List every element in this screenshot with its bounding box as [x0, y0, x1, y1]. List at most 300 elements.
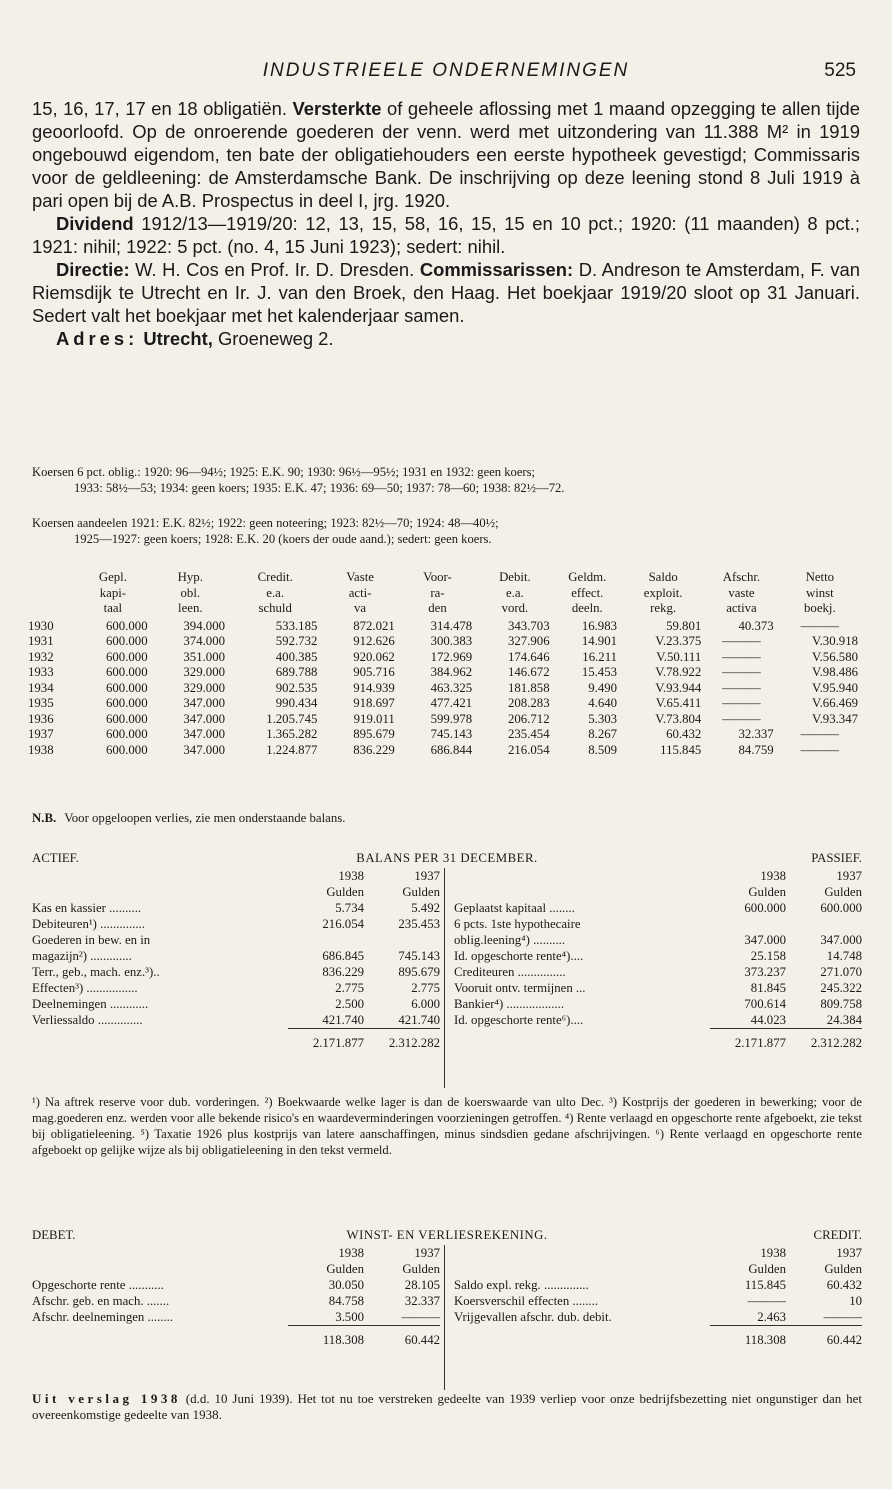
value-cell: 1.224.877 — [266, 742, 318, 757]
stats-header-year — [28, 570, 74, 586]
value-cell: 895.679 — [353, 727, 395, 741]
stats-header-cell: deeln. — [571, 601, 603, 615]
value-cell: 384.962 — [430, 665, 473, 679]
paragraph-obligaties — [32, 97, 860, 212]
stats-header-cell: Voor- — [423, 570, 452, 584]
account-value-1: 2.775 — [335, 981, 364, 995]
header-spacer — [32, 868, 288, 884]
account-row — [32, 1012, 440, 1029]
year-1-header: 1938 — [760, 869, 786, 883]
value-cell: 990.434 — [275, 696, 318, 710]
total-label — [454, 1326, 710, 1349]
value-cell: 600.000 — [106, 618, 148, 633]
account-value-1: 686.845 — [322, 949, 364, 963]
account-value-1: 700.614 — [744, 997, 786, 1011]
unit-header: Gulden — [748, 885, 786, 899]
actief-title: ACTIEF. — [32, 851, 79, 865]
value-cell: 314.478 — [430, 618, 473, 633]
stats-header-cell: Netto — [805, 570, 835, 584]
account-value-1: 2.500 — [335, 997, 364, 1011]
balans — [32, 850, 862, 1050]
text-fragment: 15, 16, 17, 17 en 18 obligatiën. — [32, 98, 293, 119]
stats-header-cell: Vaste — [346, 570, 374, 584]
company-description — [32, 97, 860, 350]
account-label: Verliessaldo .............. — [32, 1013, 143, 1027]
credit-title: CREDIT. — [813, 1228, 862, 1242]
value-cell: 300.383 — [430, 634, 473, 648]
account-row — [32, 900, 440, 916]
table-row — [28, 619, 862, 635]
total-row — [32, 1326, 440, 1349]
value-cell: 919.011 — [353, 711, 395, 726]
value-cell: 84.759 — [738, 742, 774, 757]
table-row — [28, 712, 862, 728]
account-value-2: 600.000 — [820, 901, 862, 915]
bold-term: Versterkte — [292, 98, 382, 119]
stats-header-row — [28, 570, 862, 586]
value-cell: 347.000 — [183, 711, 225, 726]
total-label — [32, 1326, 288, 1349]
account-row — [454, 964, 862, 980]
year-2-header: 1937 — [414, 1246, 440, 1260]
value-cell: V.95.940 — [812, 680, 858, 695]
header-spacer — [454, 1245, 710, 1261]
stats-header-cell: kapi- — [99, 585, 127, 600]
account-value-1: 115.845 — [744, 1278, 786, 1292]
stats-header-cell: exploit. — [643, 585, 683, 600]
value-cell: 463.325 — [430, 680, 473, 695]
value-cell: ——— — [800, 618, 840, 633]
account-row — [454, 1293, 862, 1309]
account-value-2: ——— — [823, 1310, 862, 1324]
value-cell: 343.703 — [508, 618, 550, 633]
account-row — [454, 900, 862, 916]
value-cell: 14.901 — [581, 634, 618, 648]
year-header-row — [32, 868, 440, 884]
total-label — [32, 1029, 288, 1052]
account-value-1: 421.740 — [322, 1013, 364, 1027]
value-cell: 206.712 — [508, 711, 550, 726]
stats-header-row — [28, 601, 862, 619]
account-label: Saldo expl. rekg. .............. — [454, 1278, 589, 1292]
total-row — [454, 1326, 862, 1349]
value-cell: ——— — [722, 711, 761, 726]
value-cell: 600.000 — [106, 711, 148, 726]
value-cell: V.78.922 — [655, 665, 702, 679]
value-cell: V.30.918 — [812, 634, 858, 648]
value-cell: V.23.375 — [655, 634, 702, 648]
column-divider — [444, 1245, 445, 1390]
total-value-1: 118.308 — [710, 1326, 786, 1349]
account-value-2: 809.758 — [820, 997, 862, 1011]
account-value-1: 30.050 — [328, 1278, 364, 1292]
year-header-row — [454, 868, 862, 884]
account-value-1: 3.500 — [335, 1310, 364, 1324]
table-row — [28, 634, 862, 650]
account-label: Koersverschil effecten ........ — [454, 1294, 599, 1308]
stats-header-cell: Hyp. — [177, 570, 203, 584]
account-row — [454, 948, 862, 964]
value-cell: 5.303 — [588, 711, 618, 726]
account-value-2: 271.070 — [820, 965, 862, 979]
value-cell: 745.143 — [430, 727, 473, 741]
value-cell: 600.000 — [106, 680, 148, 695]
value-cell: 600.000 — [106, 634, 148, 648]
table-row — [28, 696, 862, 712]
wv-title: WINST- EN VERLIESREKENING. — [346, 1228, 548, 1242]
stats-header-cell: Saldo — [648, 570, 678, 584]
account-label: Deelnemingen ............ — [32, 997, 149, 1011]
value-cell: 347.000 — [183, 727, 225, 741]
account-value-1: 600.000 — [744, 901, 786, 915]
year-2-header: 1937 — [836, 1246, 862, 1260]
account-row — [32, 1277, 440, 1293]
account-label: Kas en kassier .......... — [32, 901, 142, 915]
verslag-text: (d.d. 10 Juni 1939). Het tot nu toe verstreken gedeelte van 1939 verliep voor onze bedrijfsbezetting niet ongunstiger dan het overeenkomstige gedeelte van 1938. — [32, 1391, 862, 1422]
value-cell: 9.490 — [588, 680, 618, 695]
account-value-2: 245.322 — [820, 981, 862, 995]
directie-label: Directie: — [56, 259, 130, 280]
value-cell: 600.000 — [106, 649, 148, 664]
unit-header: Gulden — [326, 1262, 364, 1276]
account-value-1: 81.845 — [750, 981, 786, 995]
year-cell: 1933 — [28, 665, 54, 679]
account-row — [454, 1277, 862, 1293]
table-row — [28, 650, 862, 666]
nb-label: N.B. — [32, 811, 57, 825]
value-cell: 836.229 — [353, 742, 395, 757]
account-value-2: 10 — [849, 1294, 862, 1308]
account-label: Crediteuren ............... — [454, 965, 566, 979]
account-value-1: 216.054 — [322, 917, 364, 931]
koersen-aandeelen — [32, 515, 862, 547]
value-cell: 592.732 — [275, 634, 318, 648]
footnotes: ¹) Na aftrek reserve voor dub. vorderingen. ²) Boekwaarde welke lager is dan de koerswaarde van ulto Dec. ³) Kostprijs der goederen in bewerking; voor de mag.goederen enz. werden voor alle bekende risico's en waardeverminderingen voorzieningen getroffen. ⁴) Rente verlaagd en opgeschorte rente afgeboekt, zie tekst bij obligatieleening. ⁵) Taxatie 1926 plus kostprijs van latere aanschaffingen, minus sindsdien gedane afschrijvingen. ⁶) Rente verlaagd en opgeschorte rente afgeboekt op gelijke wijze als bij obligatieleening in den tekst vermeld. — [32, 1095, 862, 1157]
account-label: Bankier⁴) .................. — [454, 997, 565, 1011]
stats-header-cell: ra- — [430, 585, 445, 600]
account-value-2: 6.000 — [411, 997, 440, 1011]
stats-header-cell: Afschr. — [722, 570, 761, 584]
header-spacer — [454, 884, 710, 900]
stats-header-cell: vaste — [728, 585, 755, 600]
unit-header: Gulden — [824, 885, 862, 899]
koersen-obligaties — [32, 464, 862, 496]
value-cell: 872.021 — [353, 618, 395, 633]
account-label: Effecten³) ................ — [32, 981, 138, 995]
account-value-1: 2.463 — [757, 1310, 786, 1324]
value-cell: 905.716 — [353, 665, 395, 679]
value-cell: 600.000 — [106, 665, 148, 679]
account-value-2: 347.000 — [820, 933, 862, 947]
adres-street: Groeneweg 2. — [212, 328, 334, 349]
value-cell: 600.000 — [106, 696, 148, 710]
account-value-2 — [364, 932, 440, 948]
koersen-oblig-line-2: 1933: 58½—53; 1934: geen koers; 1935: E.K. 47; 1936: 69—50; 1937: 78—60; 1938: 82½—72. — [74, 481, 565, 495]
value-cell: ——— — [800, 727, 840, 741]
commissarissen-text: D. Andreson te Amsterdam, F. van Riemsdijk te Utrecht en Ir. J. van den Broek, den Haag. Het boekjaar 1919/20 sloot op 31 Januari. Sedert valt het boekjaar met het kalenderjaar samen. — [32, 259, 860, 326]
table-row — [28, 743, 862, 759]
value-cell: 394.000 — [183, 618, 225, 633]
value-cell: V.65.411 — [655, 696, 702, 710]
account-label: Id. opgeschorte rente⁶).... — [454, 1013, 584, 1027]
unit-header: Gulden — [326, 885, 364, 899]
stats-header-row — [28, 586, 862, 602]
value-cell: 533.185 — [275, 618, 318, 633]
column-divider — [444, 868, 445, 1088]
unit-header: Gulden — [402, 1262, 440, 1276]
account-value-1: 836.229 — [322, 965, 364, 979]
stats-header-cell: e.a. — [266, 585, 285, 600]
account-label: Debiteuren¹) .............. — [32, 917, 145, 931]
table-row — [28, 681, 862, 697]
year-1-header: 1938 — [338, 869, 364, 883]
value-cell: 181.858 — [508, 680, 550, 695]
header-spacer — [32, 884, 288, 900]
total-value-2: 2.312.282 — [364, 1029, 440, 1052]
year-cell: 1935 — [28, 696, 54, 710]
account-value-1 — [710, 916, 786, 932]
total-label — [454, 1029, 710, 1052]
table-row — [28, 665, 862, 681]
value-cell: 1.365.282 — [266, 727, 318, 741]
koersen-aand-line-2: 1925—1927: geen koers; 1928: E.K. 20 (koers der oude aand.); sedert: geen koers. — [74, 532, 492, 546]
value-cell: V.93.944 — [655, 680, 702, 695]
account-row — [32, 1309, 440, 1326]
winst-verliesrekening — [32, 1227, 862, 1347]
value-cell: 347.000 — [183, 696, 225, 710]
value-cell: 172.969 — [430, 649, 473, 664]
account-value-1: 347.000 — [744, 933, 786, 947]
value-cell: 599.978 — [430, 711, 473, 726]
account-value-1: 84.758 — [328, 1294, 364, 1308]
table-row — [28, 727, 862, 743]
value-cell: 115.845 — [660, 742, 702, 757]
account-value-2: 421.740 — [398, 1013, 440, 1027]
unit-header: Gulden — [824, 1262, 862, 1276]
unit-header: Gulden — [748, 1262, 786, 1276]
account-row — [454, 1309, 862, 1326]
koersen-aand-line-1: Koersen aandeelen 1921: E.K. 82½; 1922: geen noteering; 1923: 82½—70; 1924: 48—40½; — [32, 516, 499, 530]
account-label: Afschr. geb. en mach. ....... — [32, 1294, 170, 1308]
value-cell: V.93.347 — [812, 711, 858, 726]
value-cell: 216.054 — [508, 742, 550, 757]
unit-header: Gulden — [402, 885, 440, 899]
value-cell: 16.211 — [582, 649, 618, 664]
value-cell: 146.672 — [508, 665, 550, 679]
account-value-2: 235.453 — [398, 917, 440, 931]
stats-header-cell: va — [354, 601, 367, 615]
value-cell: ——— — [722, 696, 761, 710]
passief-table — [454, 868, 862, 1051]
value-cell: V.98.486 — [812, 665, 858, 679]
value-cell: ——— — [722, 665, 761, 679]
stats-header-cell: taal — [103, 601, 123, 615]
stats-header-cell: Geldm. — [568, 570, 607, 584]
value-cell: 600.000 — [106, 742, 148, 757]
account-value-2: 14.748 — [826, 949, 862, 963]
account-value-2: ——— — [401, 1310, 440, 1324]
account-row — [32, 996, 440, 1012]
debet-table — [32, 1245, 440, 1348]
account-row — [32, 932, 440, 948]
account-label: Geplaatst kapitaal ........ — [454, 901, 575, 915]
stats-header-year — [28, 601, 74, 619]
stats-header-cell: activa — [726, 601, 757, 615]
total-value-1: 118.308 — [288, 1326, 364, 1349]
stats-header-cell: schuld — [258, 601, 292, 615]
account-row — [32, 964, 440, 980]
value-cell: ——— — [800, 742, 840, 757]
account-value-2: 5.492 — [411, 901, 440, 915]
total-value-1: 2.171.877 — [710, 1029, 786, 1052]
year-cell: 1931 — [28, 634, 54, 648]
actief-table — [32, 868, 440, 1051]
nb-note — [32, 811, 345, 826]
value-cell: V.56.580 — [812, 649, 858, 664]
account-label: Opgeschorte rente ........... — [32, 1278, 164, 1292]
year-header-row — [454, 1245, 862, 1261]
stats-header-cell: vord. — [501, 601, 529, 615]
unit-header-row — [454, 1261, 862, 1277]
account-value-2: 60.432 — [826, 1278, 862, 1292]
account-value-2: 745.143 — [398, 949, 440, 963]
stats-header-year — [28, 586, 74, 602]
page-header — [0, 60, 892, 86]
value-cell: 347.000 — [183, 742, 225, 757]
account-row — [454, 916, 862, 932]
stats-header-cell: boekj. — [804, 601, 836, 615]
paragraph-adres — [32, 327, 860, 350]
commissarissen-label: Commissarissen: — [419, 259, 574, 280]
account-row — [32, 980, 440, 996]
stats-header-cell: winst — [805, 585, 834, 600]
account-label: magazijn²) ............. — [32, 949, 132, 963]
nb-text: Voor opgeloopen verlies, zie men onderstaande balans. — [64, 811, 346, 825]
account-value-2: 32.337 — [404, 1294, 440, 1308]
account-row — [454, 932, 862, 948]
year-1-header: 1938 — [338, 1246, 364, 1260]
account-value-1: 5.734 — [335, 901, 364, 915]
value-cell: 16.983 — [581, 618, 618, 633]
header-spacer — [32, 1261, 288, 1277]
stats-header-cell: Credit. — [257, 570, 293, 584]
account-value-1: 373.237 — [744, 965, 786, 979]
value-cell: ——— — [722, 649, 761, 664]
year-header-row — [32, 1245, 440, 1261]
value-cell: V.66.469 — [812, 696, 858, 710]
value-cell: 32.337 — [738, 727, 774, 741]
total-value-2: 60.442 — [364, 1326, 440, 1349]
balans-title: BALANS PER 31 DECEMBER. — [356, 851, 538, 865]
year-1-header: 1938 — [760, 1246, 786, 1260]
account-row — [32, 916, 440, 932]
adres-label: Adres: — [56, 328, 139, 349]
value-cell: 8.509 — [588, 742, 618, 757]
value-cell: 8.267 — [588, 727, 618, 741]
account-label: Vooruit ontv. termijnen ... — [454, 981, 586, 995]
stats-header-cell: obl. — [180, 585, 201, 600]
value-cell: ——— — [722, 680, 761, 695]
value-cell: 374.000 — [183, 634, 225, 648]
account-value-1 — [288, 932, 364, 948]
total-value-2: 2.312.282 — [786, 1029, 862, 1052]
stats-header-cell: acti- — [348, 585, 372, 600]
value-cell: V.50.111 — [656, 649, 702, 664]
total-row — [32, 1029, 440, 1052]
value-cell: 1.205.745 — [266, 711, 318, 726]
adres-city: Utrecht, — [138, 328, 213, 349]
year-cell: 1934 — [28, 680, 54, 695]
value-cell: 477.421 — [430, 696, 473, 710]
value-cell: V.73.804 — [655, 711, 702, 726]
paragraph-directie — [32, 258, 860, 327]
stats-header-cell: den — [428, 601, 447, 615]
stats-header-cell: Debit. — [499, 570, 531, 584]
stats-header-cell: e.a. — [506, 585, 524, 600]
text-fragment: of geheele aflossing met 1 maand opzegging te allen tijde geoorloofd. Op de onroerende goederen der venn. werd met uitzondering van 11.388 M² in 1919 ongebouwd eigendom, ten bate der obligatiehouders een eerste hypotheek gevestigd; Commissaris voor de geldleening: de Amsterdamsche Bank. De inschrijving op deze leening stond 8 Juli 1919 à pari open bij de A.B. Prospectus in deel I, jrg. 1920. — [32, 98, 860, 211]
account-row — [32, 1293, 440, 1309]
year-cell: 1930 — [28, 618, 54, 633]
credit-table — [454, 1245, 862, 1348]
dividend-text: 1912/13—1919/20: 12, 13, 15, 58, 16, 15, 15 en 10 pct.; 1920: (11 maanden) 8 pct.; 1921: nihil; 1922: 5 pct. (no. 4, 15 Juni 1923); sedert: nihil. — [32, 213, 860, 257]
account-value-1: 25.158 — [750, 949, 786, 963]
header-spacer — [32, 1245, 288, 1261]
value-cell: 235.454 — [508, 727, 550, 741]
account-label: Terr., geb., mach. enz.³).. — [32, 965, 160, 979]
value-cell: 912.626 — [353, 634, 395, 648]
total-value-2: 60.442 — [786, 1326, 862, 1349]
account-row — [454, 980, 862, 996]
stats-header-cell: rekg. — [650, 601, 677, 615]
account-label: Id. opgeschorte rente⁴).... — [454, 949, 584, 963]
account-row — [454, 1012, 862, 1029]
verslag-label: Uit verslag 1938 — [32, 1391, 181, 1406]
value-cell: 174.646 — [508, 649, 550, 664]
value-cell: ——— — [722, 634, 761, 648]
value-cell: 4.640 — [588, 696, 618, 710]
account-label: Vrijgevallen afschr. dub. debit. — [454, 1310, 612, 1324]
account-value-2: 2.775 — [411, 981, 440, 995]
passief-title: PASSIEF. — [811, 851, 862, 865]
value-cell: 327.906 — [508, 634, 550, 648]
paragraph-dividend — [32, 212, 860, 258]
unit-header-row — [32, 884, 440, 900]
value-cell: 329.000 — [183, 680, 225, 695]
value-cell: 59.801 — [666, 618, 702, 633]
unit-header-row — [32, 1261, 440, 1277]
value-cell: 689.788 — [275, 665, 318, 679]
value-cell: 918.697 — [353, 696, 395, 710]
year-cell: 1938 — [28, 742, 54, 757]
value-cell: 902.535 — [275, 680, 318, 695]
account-value-1: ——— — [747, 1294, 786, 1308]
header-spacer — [454, 1261, 710, 1277]
account-value-1: 44.023 — [750, 1013, 786, 1027]
directie-text: W. H. Cos en Prof. Ir. D. Dresden. — [129, 259, 420, 280]
value-cell: 686.844 — [430, 742, 473, 757]
value-cell: 914.939 — [353, 680, 395, 695]
value-cell: 400.385 — [275, 649, 318, 664]
stats-header-cell: Gepl. — [98, 570, 127, 584]
financial-history-table — [28, 570, 862, 758]
account-value-2 — [786, 916, 862, 932]
stats-header-cell: leen. — [178, 601, 203, 615]
value-cell: 600.000 — [106, 727, 148, 741]
jaarverslag-note — [32, 1391, 862, 1423]
total-value-1: 2.171.877 — [288, 1029, 364, 1052]
year-cell: 1932 — [28, 649, 54, 664]
year-cell: 1936 — [28, 711, 54, 726]
